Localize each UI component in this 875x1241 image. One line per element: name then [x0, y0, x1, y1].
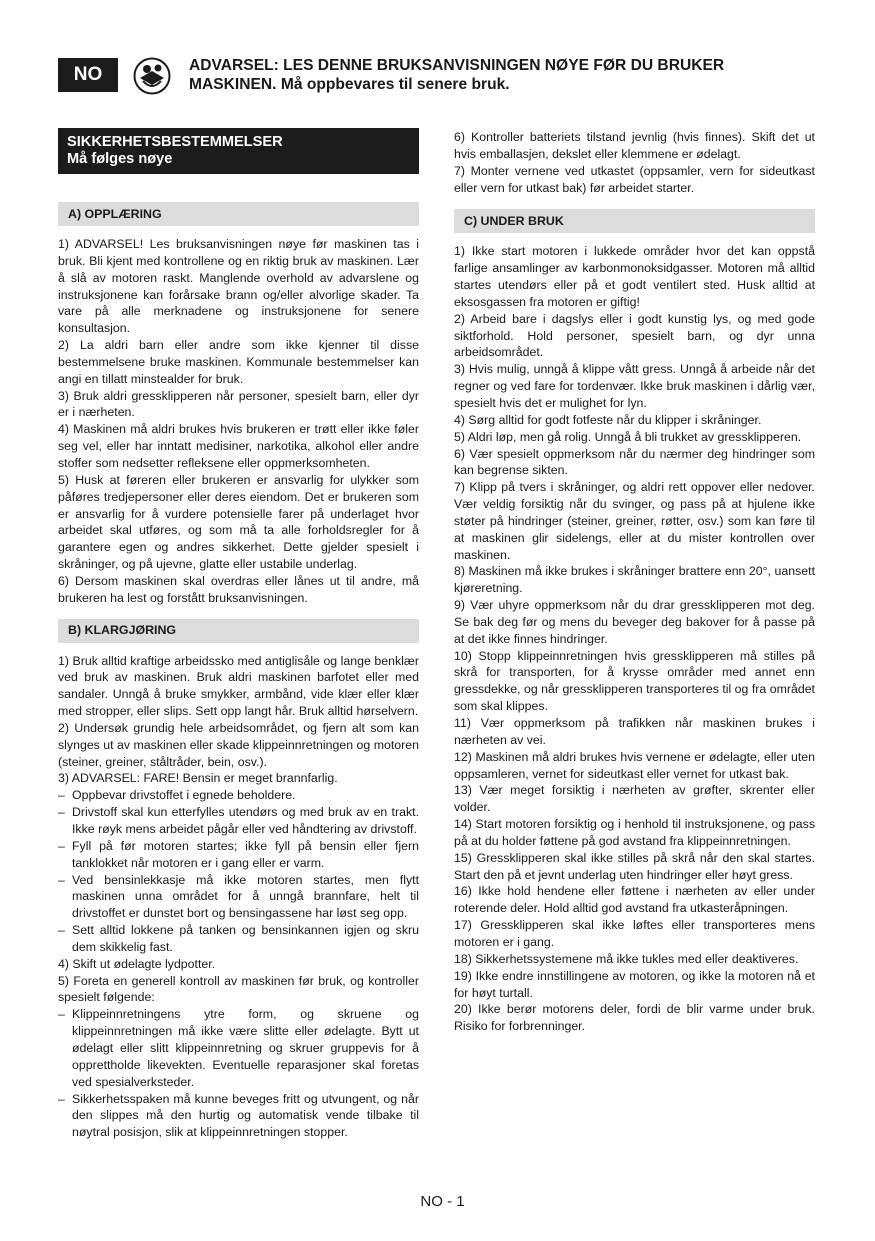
bullet-item: – Sikkerhetsspaken må kunne beveges fritt og utvungent, og når den slippes må den hurtig og automatisk vende tilbake til nøytral posisjon, slik at klippeinnretningen stopper. [58, 1091, 419, 1142]
subsection-b-body [58, 653, 419, 1141]
list-item: 7) Klipp på tvers i skråninger, og aldri rett oppover eller nedover. Vær veldig forsiktig når du svinger, og pass på at hjulene ikke støter på hindringer (steiner, greiner, røtter, osv.) som kan føre til at maskinen glir sidelengs, eller at du mister kontrollen over maskinen. [454, 480, 815, 562]
bullet-item: – Oppbevar drivstoffet i egnede beholdere. [58, 787, 419, 804]
subsection-a-header: A) OPPLÆRING [58, 202, 419, 226]
warning-heading-line2: MASKINEN. Må oppbevares til senere bruk. [189, 76, 510, 93]
section-title: SIKKERHETSBESTEMMELSER [67, 134, 283, 150]
list-item: 18) Sikkerhetssystemene må ikke tukles med eller deaktiveres. [454, 951, 799, 966]
language-badge: NO [58, 58, 118, 92]
left-column [58, 128, 419, 1141]
read-manual-icon [132, 57, 172, 95]
list-item: 6) Dersom maskinen skal overdras eller lånes ut til andre, må brukeren ha lest og forstått bruksanvisningen. [58, 573, 419, 605]
list-item: 15) Gressklipperen skal ikke stilles på skrå når den skal startes. Start den på et jevnt underlag uten hindringer eller høyt gress. [454, 850, 815, 882]
list-item: 12) Maskinen må aldri brukes hvis vernene er ødelagte, eller uten oppsamleren, vernet for sideutkast eller vernet for utkast bak. [454, 749, 815, 781]
bullet-item: – Klippeinnretningens ytre form, og skruene og klippeinnretningen må ikke være slitte eller ødelagte. Bytt ut ødelagt eller slitt klippeinnretning og skruer gruppevis for å opprettholde likevekten. Eventuelle reparasjoner skal foretas ved spesialverksteder. [58, 1006, 419, 1090]
list-item: 6) Kontroller batteriets tilstand jevnlig (hvis finnes). Skift det ut hvis emballasjen, dekslet eller klemmene er ødelagt. [454, 130, 815, 161]
list-item: 14) Start motoren forsiktig og i henhold til instruksjonene, og pass på at du holder føttene på god avstand fra klippeinnretningen. [454, 817, 815, 848]
list-item: 3) Bruk aldri gressklipperen når personer, spesielt barn, eller dyr er i nærheten. [58, 388, 419, 420]
list-item: 2) La aldri barn eller andre som ikke kjenner til disse bestemmelsene bruke maskinen. Kommunale bestemmelser kan angi en tillatt minstealder for bruk. [58, 338, 419, 386]
bullet-item: – Drivstoff skal kun etterfylles utendørs og med bruk av en trakt. Ikke røyk mens arbeidet pågår eller ved håndtering av drivstoff. [58, 804, 419, 838]
bullet-item: – Sett alltid lokkene på tanken og bensinkannen igjen og skru dem skikkelig fast. [58, 922, 419, 956]
list-item: 13) Vær meget forsiktig i nærheten av grøfter, skrenter eller volder. [454, 783, 815, 815]
list-item: 5) Foreta en generell kontroll av maskinen før bruk, og kontroller spesielt følgende: [58, 973, 419, 1005]
list-item: 4) Skift ut ødelagte lydpotter. [58, 956, 216, 971]
list-item: 1) ADVARSEL! Les bruksanvisningen nøye før maskinen tas i bruk. Bli kjent med kontrollene og en riktig bruk av maskinen. Lær å slå av motoren raskt. Manglende overhold av advarslene og instruksjonene kan forårsake brann og/eller alvorlige skader. Ta vare på alle merknadene og instruksjonene for senere konsultasjon. [58, 237, 419, 336]
list-item: 1) Ikke start motoren i lukkede områder hvor det kan oppstå farlige ansamlinger av karbonmonoksidgasser. Motoren må alltid startes utendørs eller på et godt ventilert sted. Husk alltid at eksosgassen fra motoren er giftig! [454, 244, 815, 309]
list-item: 6) Vær spesielt oppmerksom når du nærmer deg hindringer som kan begrense sikten. [454, 446, 815, 478]
subsection-c-body [454, 243, 815, 1035]
right-column [454, 129, 815, 1035]
list-item: 19) Ikke endre innstillingene av motoren, og ikke la motoren nå et for høyt turtall. [454, 968, 815, 1000]
list-item: 2) Undersøk grundig hele arbeidsområdet, og fjern alt som kan slynges ut av maskinen eller skade klippeinnretningen og motoren (steiner, greiner, ståltråder, bein, osv.). [58, 720, 419, 769]
list-item: 4) Maskinen må aldri brukes hvis brukeren er trøtt eller ikke føler seg vel, eller har inntatt medisiner, narkotika, alkohol eller andre stoffer som nedsetter refleksene eller oppmerksomheten. [58, 422, 419, 470]
list-item: 1) Bruk alltid kraftige arbeidssko med antiglisåle og lange benklær ved bruk av maskinen. Bruk aldri maskinen barfotet eller med sandaler. Unngå å bruke smykker, armbånd, vide klær eller klær med stropper, eller slips. Sett opp langt hår. Bruk alltid hørselvern. [58, 653, 419, 719]
list-item: 20) Ikke berør motorens deler, fordi de blir varme under bruk. Risiko for forbrenninger. [454, 1002, 815, 1034]
list-item: 8) Maskinen må ikke brukes i skråninger brattere enn 20°, uansett kjøreretning. [454, 564, 815, 596]
bullet-item: – Fyll på før motoren startes; ikke fyll på bensin eller fjern tanklokket når motoren er i gang eller er varm. [58, 838, 419, 872]
page-number: NO - 1 [420, 1193, 465, 1210]
list-item: 3) Hvis mulig, unngå å klippe vått gress. Unngå å arbeide når det regner og ved fare for tordenvær. Ikke bruk maskinen i dårlig vær, spesielt hvis det er mulighet for lyn. [454, 362, 815, 410]
list-item: 5) Aldri løp, men gå rolig. Unngå å bli trukket av gressklipperen. [454, 429, 802, 444]
subsection-b-header: B) KLARGJØRING [58, 619, 419, 643]
warning-heading-line1: ADVARSEL: LES DENNE BRUKSANVISNINGEN NØYE FØR DU BRUKER [189, 57, 725, 74]
section-title-box [58, 128, 419, 174]
section-subtitle: Må følges nøye [67, 151, 173, 167]
warning-heading [189, 56, 829, 94]
subsection-a-body [58, 236, 419, 607]
bullet-item: – Ved bensinlekkasje må ikke motoren startes, men flytt maskinen unna området for å unngå brannfare, helt til drivstoffet er dunstet bort og bensingassene har løst seg opp. [58, 872, 419, 923]
list-item: 10) Stopp klippeinnretningen hvis gressklipperen må stilles på skrå for transporten, for å krysse områder med annet enn gressdekke, og når gressklipperen transporteres til og fra området som skal klippes. [454, 648, 815, 714]
subsection-c-header: C) UNDER BRUK [454, 209, 815, 233]
list-item: 7) Monter vernene ved utkastet (oppsamler, vern for sideutkast eller vern for utkast bak) før arbeidet starter. [454, 163, 815, 195]
list-item: 4) Sørg alltid for godt fotfeste når du klipper i skråninger. [454, 412, 762, 427]
list-item: 5) Husk at føreren eller brukeren er ansvarlig for ulykker som påføres tredjepersoner eller deres eiendom. Det er brukeren som er ansvarlig for å vurdere potensielle farer på underlaget hvor arbeidet skal utføres, og som må ta alle forholdsregler for å garantere egen og andres sikkerhet. Dette gjelder spesielt i skråninger, og på ujevne, glatte eller ustabile underlag. [58, 472, 419, 572]
list-item: 11) Vær oppmerksom på trafikken når maskinen brukes i nærheten av vei. [454, 716, 815, 747]
list-item: 2) Arbeid bare i dagslys eller i godt kunstig lys, og med gode siktforhold. Hold personer, spesielt barn, og dyr unna arbeidsområdet. [454, 311, 815, 360]
list-item: 3) ADVARSEL: FARE! Bensin er meget brannfarlig. [58, 771, 338, 786]
list-item: 16) Ikke hold hendene eller føttene i nærheten av eller under roterende deler. Hold alltid god avstand fra utkasteråpningen. [454, 884, 815, 916]
list-item: 9) Vær uhyre oppmerksom når du drar gressklipperen mot deg. Se bak deg før og mens du beveger deg bakover for å passe på at det ikke finnes hindringer. [454, 598, 815, 646]
list-item: 17) Gressklipperen skal ikke løftes eller transporteres mens motoren er i gang. [454, 918, 815, 949]
